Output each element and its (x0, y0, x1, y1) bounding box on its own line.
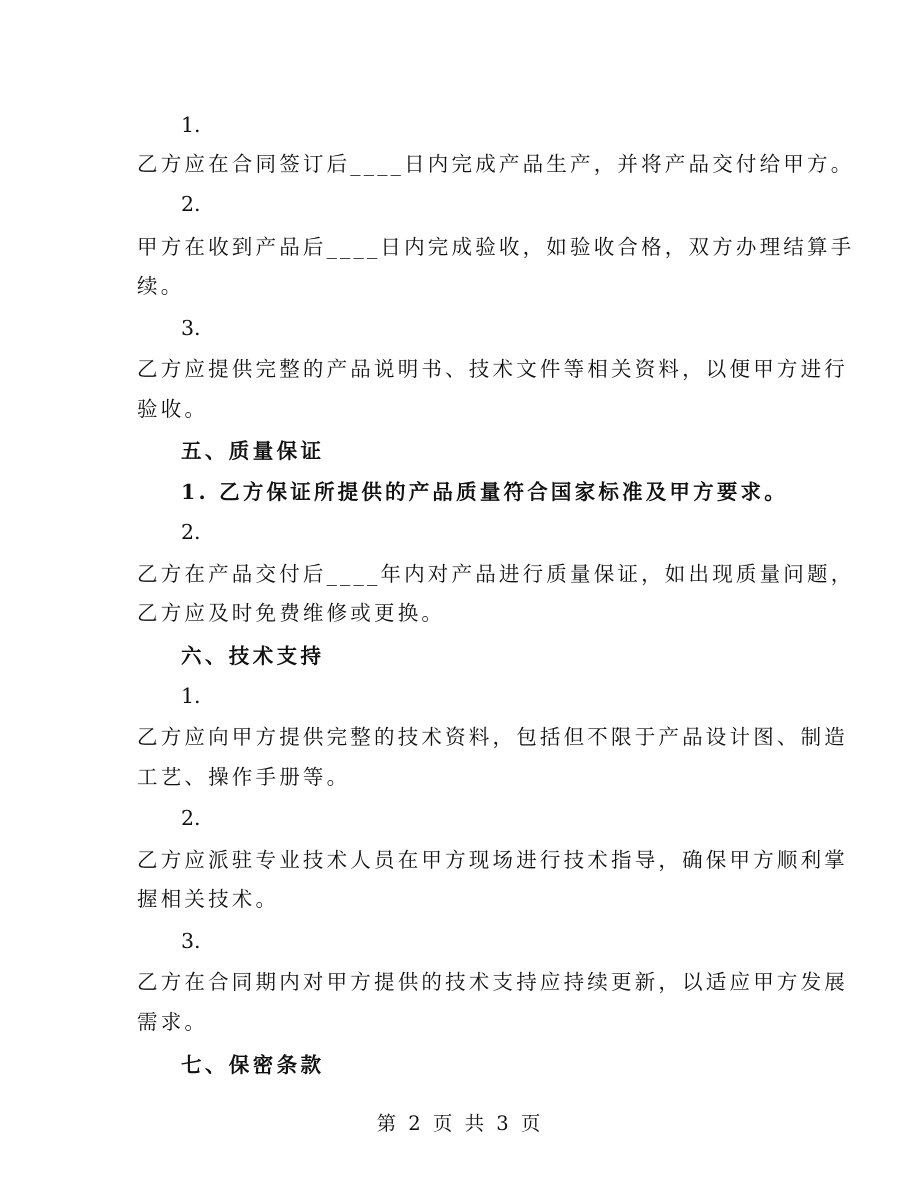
paragraph-line: 乙方应及时免费维修或更换。 (137, 601, 446, 625)
item-number: 1. (181, 684, 201, 708)
paragraph-line: 乙方应派驻专业技术人员在甲方现场进行技术指导，确保甲方顺利掌 (137, 848, 848, 872)
item-number: 2. (181, 806, 201, 830)
paragraph-line: 乙方应在合同签订后____日内完成产品生产，并将产品交付给甲方。 (137, 152, 855, 176)
paragraph-line: 工艺、操作手册等。 (137, 765, 351, 789)
bold-clause: 1. 乙方保证所提供的产品质量符合国家标准及甲方要求。 (181, 480, 788, 504)
section-heading: 七、保密条款 (181, 1053, 325, 1077)
item-number: 2. (181, 520, 201, 544)
paragraph-line: 乙方在产品交付后____年内对产品进行质量保证，如出现质量问题， (137, 562, 855, 586)
paragraph-line: 乙方应向甲方提供完整的技术资料，包括但不限于产品设计图、制造 (137, 725, 848, 749)
paragraph-line: 验收。 (137, 397, 209, 421)
item-number: 3. (181, 929, 201, 953)
paragraph-line: 乙方应提供完整的产品说明书、技术文件等相关资料，以便甲方进行 (137, 357, 848, 381)
paragraph-line: 握相关技术。 (137, 887, 280, 911)
paragraph-line: 乙方在合同期内对甲方提供的技术支持应持续更新，以适应甲方发展 (137, 970, 848, 994)
section-heading: 五、质量保证 (181, 439, 325, 463)
item-number: 1. (181, 113, 201, 137)
paragraph-line: 续。 (137, 274, 185, 298)
paragraph-line: 甲方在收到产品后____日内完成验收，如验收合格，双方办理结算手 (137, 235, 855, 259)
paragraph-line: 需求。 (137, 1010, 209, 1034)
item-number: 2. (181, 192, 201, 216)
section-heading: 六、技术支持 (181, 644, 325, 668)
page-number-footer: 第 2 页 共 3 页 (376, 1112, 544, 1135)
item-number: 3. (181, 316, 201, 340)
